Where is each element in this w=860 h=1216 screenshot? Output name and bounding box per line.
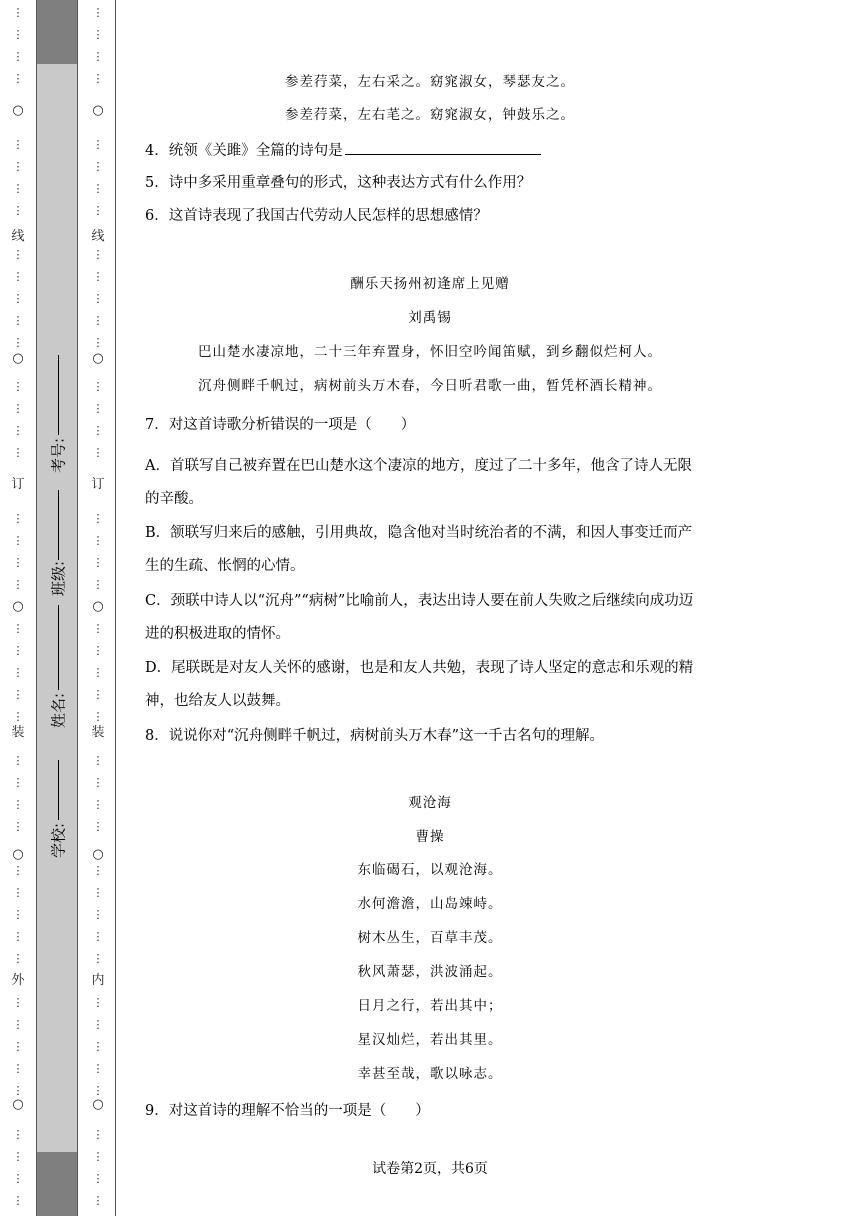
option-a-line-2: 的辛酸。: [145, 491, 203, 507]
question-6: 6．这首诗表现了我国古代劳动人民怎样的思想感情？: [145, 208, 488, 224]
field-name-line[interactable]: [58, 605, 59, 690]
outer-margin-dots: ⋮: [12, 182, 24, 195]
option-b-line-2: 生的生疏、怅惘的心情。: [145, 558, 305, 574]
inner-margin-dots: ⋮: [92, 1084, 104, 1097]
inner-margin-dots: ⋮: [92, 534, 104, 547]
outer-margin-dots: ⋮: [12, 1150, 24, 1163]
poem3-line-5: 日月之行，若出其中；: [357, 998, 503, 1014]
outer-margin-dots: ⋮: [12, 1194, 24, 1207]
outer-margin-dots: ⋮: [12, 688, 24, 701]
poem1-line-2: 参差荇菜，左右芼之。窈窕淑女，钟鼓乐之。: [285, 107, 575, 123]
outer-margin-dots: ⋮: [12, 776, 24, 789]
inner-margin-dots: ⋮: [92, 820, 104, 833]
outer-margin-dots: ⋮: [12, 336, 24, 349]
outer-margin-dots: ⋮: [12, 798, 24, 811]
inner-margin-dots: ⋮: [92, 50, 104, 63]
inner-margin-dots: ⋮: [92, 1018, 104, 1031]
outer-binding-column: [4, 0, 32, 1216]
option-c-line-1: C．颈联中诗人以“沉舟”“病树”比喻前人，表达出诗人要在前人失败之后继续向成功迈: [145, 593, 694, 609]
outer-margin-binding-word: 外: [11, 973, 25, 988]
inner-margin-dots: ⋮: [92, 1194, 104, 1207]
field-exam-number-line[interactable]: [58, 355, 59, 435]
outer-margin-dots: ⋮: [12, 1084, 24, 1097]
inner-margin-dots: ⋮: [92, 402, 104, 415]
outer-margin-binding-word: 装: [11, 725, 25, 740]
inner-margin-dots: ⋮: [92, 952, 104, 965]
outer-margin-dots: ⋮: [12, 666, 24, 679]
inner-margin-dots: ⋮: [92, 578, 104, 591]
outer-margin-dots: ⋮: [12, 270, 24, 283]
inner-margin-binding-word: 订: [91, 477, 105, 492]
margin-rule-right: [77, 0, 78, 1216]
inner-margin-dots: ⋮: [92, 424, 104, 437]
field-class-label: 班级:: [49, 560, 68, 597]
inner-margin-dots: ⋮: [92, 182, 104, 195]
outer-margin-dots: ⋮: [12, 50, 24, 63]
inner-margin-dots: ⋮: [92, 28, 104, 41]
poem2-title: 酬乐天扬州初逢席上见赠: [350, 276, 510, 292]
question-5: 5．诗中多采用重章叠句的形式，这种表达方式有什么作用？: [145, 175, 532, 191]
outer-margin-dots: ⋮: [12, 644, 24, 657]
inner-margin-dots: ⋮: [92, 644, 104, 657]
poem2-line-2: 沉舟侧畔千帆过，病树前头万木春，今日听君歌一曲，暂凭杯酒长精神。: [198, 378, 662, 394]
answer-blank-4[interactable]: [345, 140, 541, 155]
outer-margin-dots: ⋮: [12, 996, 24, 1009]
inner-margin-dots: ⋮: [92, 72, 104, 85]
outer-margin-circle: ○: [12, 351, 24, 366]
outer-margin-dots: ⋮: [12, 754, 24, 767]
question-4-text: 4．统领《关雎》全篇的诗句是: [145, 143, 343, 159]
outer-margin-dots: ⋮: [12, 534, 24, 547]
inner-margin-dots: ⋮: [92, 776, 104, 789]
field-name-label: 姓名:: [49, 692, 68, 729]
inner-margin-dots: ⋮: [92, 314, 104, 327]
inner-margin-binding-word: 线: [91, 229, 105, 244]
option-d-line-2: 神，也给友人以鼓舞。: [145, 693, 290, 709]
outer-margin-dots: ⋮: [12, 1040, 24, 1053]
outer-margin-dots: ⋮: [12, 446, 24, 459]
outer-margin-dots: ⋮: [12, 6, 24, 19]
option-a-line-1: A．首联写自己被弃置在巴山楚水这个凄凉的地方，度过了二十多年，他含了诗人无限: [145, 458, 692, 474]
field-name: [40, 692, 76, 736]
binding-strip-cap-top: [37, 0, 77, 64]
inner-margin-dots: ⋮: [92, 908, 104, 921]
inner-margin-dots: ⋮: [92, 688, 104, 701]
question-9: 9．对这首诗的理解不恰当的一项是（ ）: [145, 1103, 430, 1119]
outer-margin-dots: ⋮: [12, 864, 24, 877]
poem3-line-4: 秋风萧瑟，洪波涌起。: [357, 964, 503, 980]
outer-margin-dots: ⋮: [12, 512, 24, 525]
inner-margin-dots: ⋮: [92, 864, 104, 877]
inner-margin-dots: ⋮: [92, 556, 104, 569]
outer-margin-circle: ○: [12, 103, 24, 118]
content-border-line: [115, 0, 116, 1216]
inner-margin-dots: ⋮: [92, 160, 104, 173]
outer-margin-dots: ⋮: [12, 160, 24, 173]
poem3-line-6: 星汉灿烂，若出其里。: [357, 1032, 503, 1048]
field-exam-number: [40, 437, 76, 481]
inner-margin-dots: ⋮: [92, 622, 104, 635]
outer-margin-circle: ○: [12, 847, 24, 862]
outer-margin-dots: ⋮: [12, 138, 24, 151]
inner-margin-dots: ⋮: [92, 6, 104, 19]
inner-margin-dots: ⋮: [92, 754, 104, 767]
inner-margin-dots: ⋮: [92, 204, 104, 217]
inner-margin-dots: ⋮: [92, 446, 104, 459]
poem3-line-3: 树木丛生，百草丰茂。: [357, 930, 503, 946]
field-class: [40, 560, 76, 604]
page-footer: 试卷第2页，共6页: [372, 1161, 488, 1177]
inner-margin-circle: ○: [92, 103, 104, 118]
question-7: 7．对这首诗歌分析错误的一项是（ ）: [145, 417, 416, 433]
outer-margin-binding-word: 线: [11, 229, 25, 244]
inner-margin-dots: ⋮: [92, 1128, 104, 1141]
inner-margin-dots: ⋮: [92, 666, 104, 679]
option-b-line-1: B．颔联写归来后的感触，引用典故，隐含他对当时统治者的不满，和因人事变迁而产: [145, 525, 693, 541]
outer-margin-dots: ⋮: [12, 578, 24, 591]
poem3-line-7: 幸甚至哉，歌以咏志。: [357, 1066, 503, 1082]
outer-margin-dots: ⋮: [12, 1172, 24, 1185]
outer-margin-dots: ⋮: [12, 402, 24, 415]
inner-margin-circle: ○: [92, 351, 104, 366]
poem1-line-1: 参差荇菜，左右采之。窈窕淑女，琴瑟友之。: [285, 74, 575, 90]
inner-margin-dots: ⋮: [92, 512, 104, 525]
outer-margin-dots: ⋮: [12, 1018, 24, 1031]
outer-margin-dots: ⋮: [12, 820, 24, 833]
outer-margin-circle: ○: [12, 599, 24, 614]
inner-margin-dots: ⋮: [92, 996, 104, 1009]
field-school-label: 学校:: [49, 822, 68, 859]
inner-margin-dots: ⋮: [92, 710, 104, 723]
poem2-line-1: 巴山楚水凄凉地，二十三年弃置身，怀旧空吟闻笛赋，到乡翻似烂柯人。: [198, 344, 662, 360]
outer-margin-dots: ⋮: [12, 556, 24, 569]
field-exam-number-label: 考号:: [49, 437, 68, 474]
poem3-line-1: 东临碣石，以观沧海。: [357, 862, 503, 878]
option-d-line-1: D．尾联既是对友人关怀的感谢，也是和友人共勉，表现了诗人坚定的意志和乐观的精: [145, 660, 694, 676]
inner-margin-binding-word: 内: [91, 973, 105, 988]
inner-margin-dots: ⋮: [92, 248, 104, 261]
inner-margin-dots: ⋮: [92, 1172, 104, 1185]
poem3-line-2: 水何澹澹，山岛竦峙。: [357, 896, 503, 912]
outer-margin-dots: ⋮: [12, 248, 24, 261]
outer-margin-dots: ⋮: [12, 710, 24, 723]
inner-margin-circle: ○: [92, 847, 104, 862]
poem3-author: 曹操: [415, 829, 445, 845]
binding-strip: [37, 0, 77, 1216]
inner-margin-dots: ⋮: [92, 1040, 104, 1053]
poem2-author: 刘禹锡: [408, 310, 452, 326]
outer-margin-dots: ⋮: [12, 72, 24, 85]
inner-margin-dots: ⋮: [92, 798, 104, 811]
field-class-line[interactable]: [58, 490, 59, 560]
outer-margin-dots: ⋮: [12, 1128, 24, 1141]
inner-margin-dots: ⋮: [92, 1062, 104, 1075]
outer-margin-dots: ⋮: [12, 622, 24, 635]
outer-margin-dots: ⋮: [12, 1062, 24, 1075]
inner-margin-dots: ⋮: [92, 336, 104, 349]
outer-margin-dots: ⋮: [12, 886, 24, 899]
outer-margin-dots: ⋮: [12, 314, 24, 327]
outer-margin-dots: ⋮: [12, 380, 24, 393]
field-school-line[interactable]: [58, 760, 59, 820]
inner-binding-column: [84, 0, 112, 1216]
inner-margin-binding-word: 装: [91, 725, 105, 740]
outer-margin-dots: ⋮: [12, 952, 24, 965]
option-c-line-2: 进的积极进取的情怀。: [145, 626, 290, 642]
outer-margin-dots: ⋮: [12, 204, 24, 217]
outer-margin-dots: ⋮: [12, 292, 24, 305]
poem3-title: 观沧海: [408, 795, 452, 811]
outer-margin-dots: ⋮: [12, 908, 24, 921]
field-school: [40, 822, 76, 866]
outer-margin-dots: ⋮: [12, 930, 24, 943]
question-4: [145, 140, 541, 161]
outer-margin-circle: ○: [12, 1097, 24, 1112]
outer-margin-dots: ⋮: [12, 424, 24, 437]
inner-margin-dots: ⋮: [92, 292, 104, 305]
inner-margin-dots: ⋮: [92, 138, 104, 151]
inner-margin-circle: ○: [92, 599, 104, 614]
inner-margin-dots: ⋮: [92, 930, 104, 943]
inner-margin-dots: ⋮: [92, 270, 104, 283]
inner-margin-dots: ⋮: [92, 1150, 104, 1163]
inner-margin-dots: ⋮: [92, 380, 104, 393]
inner-margin-dots: ⋮: [92, 886, 104, 899]
outer-margin-binding-word: 订: [11, 477, 25, 492]
question-8: 8．说说你对“沉舟侧畔千帆过，病树前头万木春”这一千古名句的理解。: [145, 728, 605, 744]
inner-margin-circle: ○: [92, 1097, 104, 1112]
outer-margin-dots: ⋮: [12, 28, 24, 41]
